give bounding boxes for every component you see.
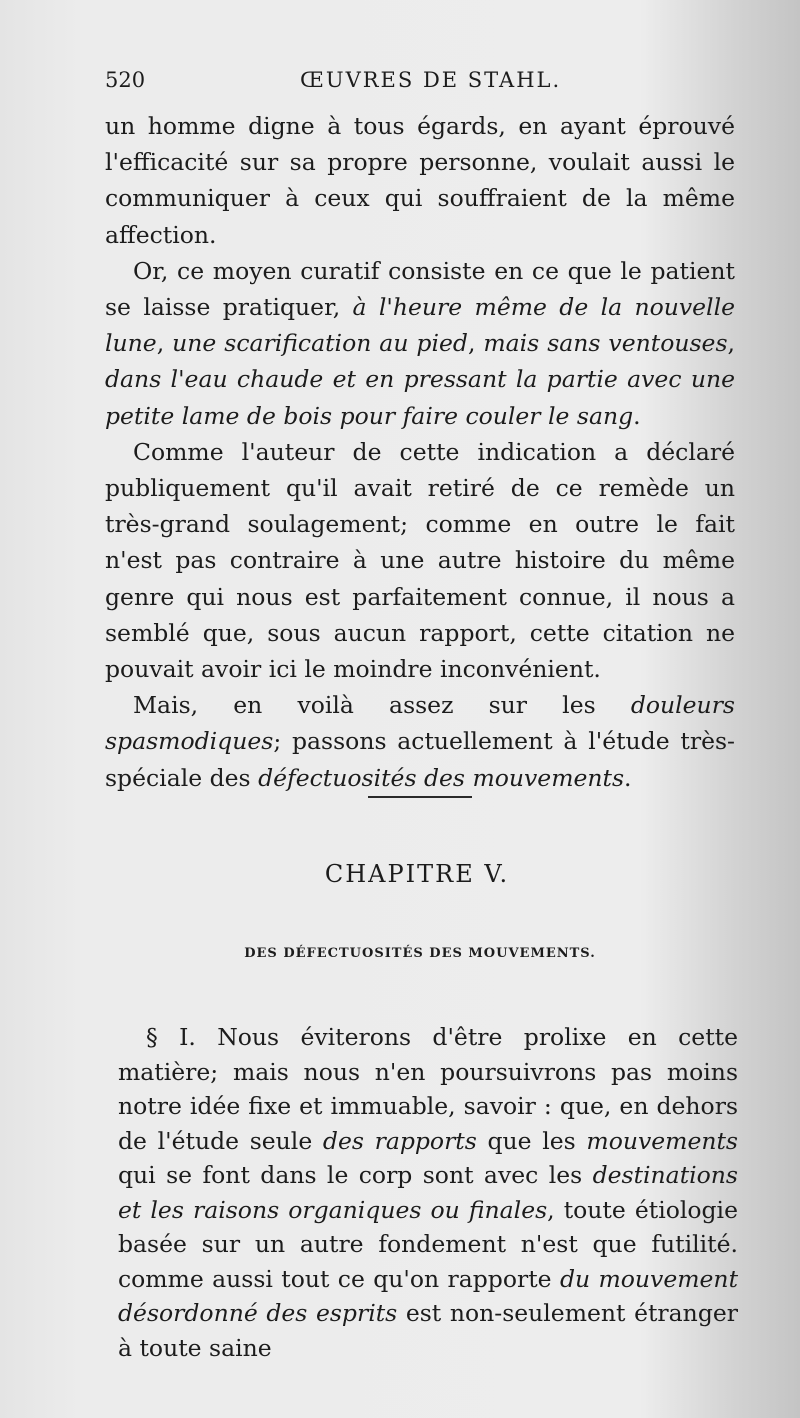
text-run: est non-seulement étranger à toute saine (118, 1299, 738, 1362)
italic-run: dans l'eau chaude et en pressant la partie avec une petite lame de bois pour faire couler le sang (105, 365, 735, 430)
paragraph (105, 434, 735, 687)
body-text (105, 108, 735, 796)
text-run: , toute étiologie basée sur un autre fondement n'est que futilité. comme aussi tout ce qu'on rapporte (118, 1195, 738, 1293)
text-run: , (727, 329, 735, 358)
text-run: que les (476, 1126, 587, 1155)
text-run: Mais, en voilà assez sur les (133, 691, 631, 720)
italic-run: du mouvement désordonné des esprits (118, 1264, 739, 1327)
page-number: 520 (105, 68, 146, 92)
italic-run: douleurs spasmodiques (105, 691, 735, 756)
italic-run: mais sans ventouses (483, 329, 728, 358)
text-run: ; passons actuellement à l'étude très-spéciale des (105, 727, 735, 792)
text-run: Or, ce moyen curatif consiste en ce que le patient se laisse pratiquer, (105, 256, 735, 322)
text-run: , (467, 329, 484, 358)
italic-run: destinations et les raisons organiques ou finales (118, 1161, 738, 1224)
running-head: ŒUVRES DE STAHL. (300, 68, 562, 92)
italic-run: à l'heure même de la nouvelle lune (105, 293, 735, 358)
text-run: un homme digne à tous égards, en ayant éprouvé l'efficacité sur sa propre personne, voulait aussi le communiquer à ceux qui souffraient de la même affection. (105, 112, 735, 249)
paragraph (105, 687, 735, 796)
italic-run: défectuosités des mouvements (258, 763, 625, 792)
text-run: . (633, 401, 641, 430)
section-divider (368, 796, 472, 798)
italic-run: une scarification au pied (172, 329, 468, 358)
italic-run: des rapports (322, 1126, 477, 1155)
chapter-title: CHAPITRE V. (324, 860, 510, 888)
text-run: Comme l'auteur de cette indication a déclaré publiquement qu'il avait retiré de ce remède un très-grand soulagement; comme en outre le fait n'est pas contraire à une autre histoire du même genre qui nous est parfaitement connue, il nous a semblé que, sous aucun rapport, cette citation ne pouvait avoir ici le moindre inconvénient. (105, 437, 735, 684)
text-run: . (624, 763, 632, 792)
italic-run: mouvements (586, 1126, 738, 1155)
text-run: , (156, 329, 173, 358)
section-text (118, 1020, 738, 1365)
paragraph (105, 253, 735, 434)
text-run: § I. Nous éviterons d'être prolixe en cette matière; mais nous n'en poursuivrons pas moins notre idée fixe et immuable, savoir : que, en dehors de l'étude seule (118, 1023, 738, 1155)
paragraph (118, 1020, 738, 1365)
chapter-subtitle: DES DÉFECTUOSITÉS DES MOUVEMENTS. (244, 946, 596, 961)
text-run: qui se font dans le corp sont avec les (118, 1161, 593, 1189)
page-header (105, 68, 745, 100)
paragraph (105, 108, 735, 253)
